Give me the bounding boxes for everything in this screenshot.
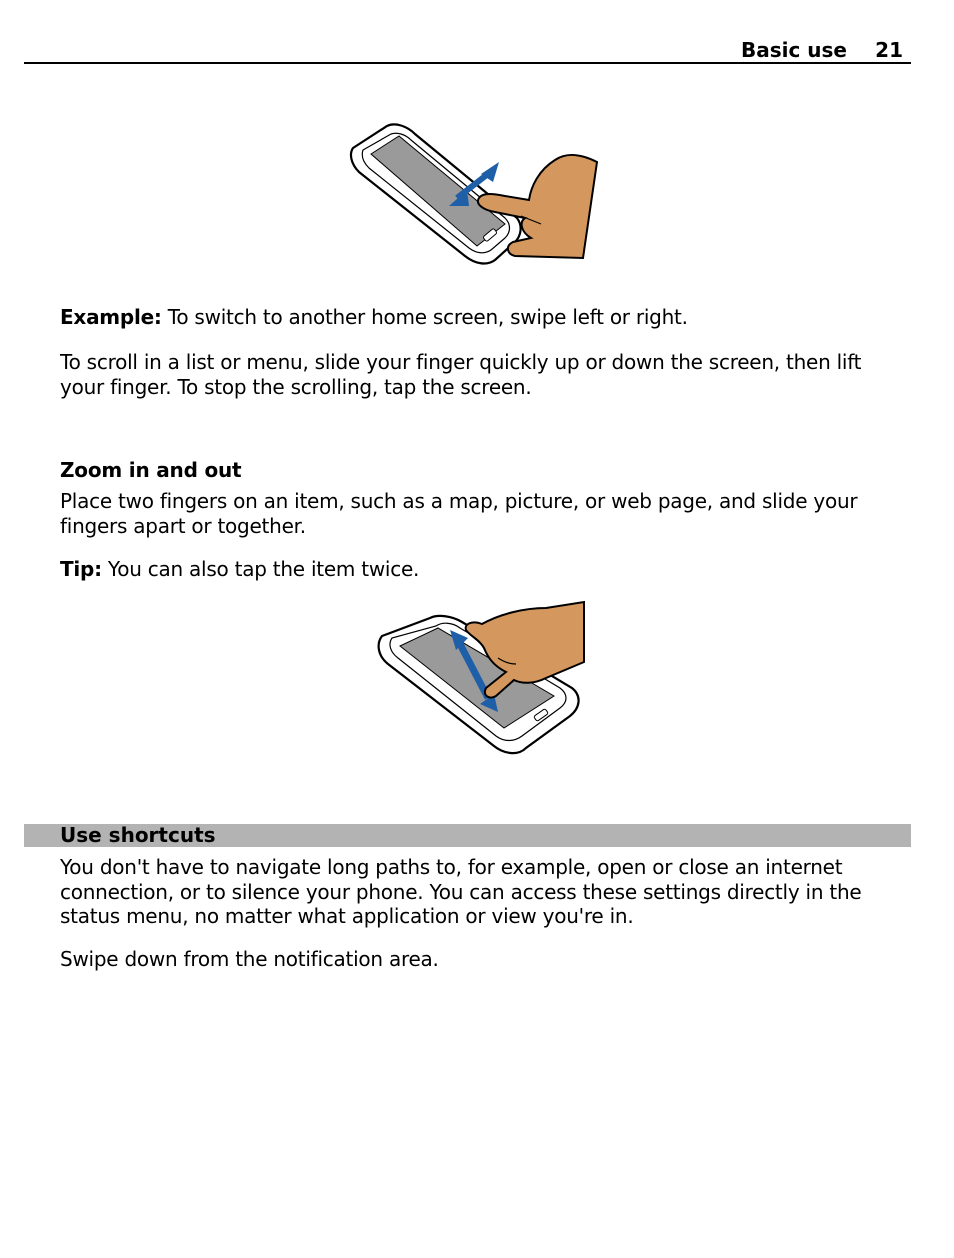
swipe-illustration [345,120,615,268]
tip-label: Tip: [60,557,102,581]
tip-text: You can also tap the item twice. [101,557,420,581]
zoom-heading: Zoom in and out [60,458,242,482]
shortcuts-body-paragraph: You don't have to navigate long paths to, for example, open or close an internet connection, or to silence your phone. You can access these settings directly in the status menu, no matter what application or view you're in. [60,855,862,928]
section-heading-bar [24,824,911,847]
example-text: To switch to another home screen, swipe left or right. [161,305,688,329]
zoom-body-paragraph: Place two fingers on an item, such as a map, picture, or web page, and slide your fingers apart or together. [60,489,858,538]
header-section-title: Basic use [740,38,847,62]
shortcuts-heading: Use shortcuts [60,823,216,847]
scroll-paragraph: To scroll in a list or menu, slide your finger quickly up or down the screen, then lift your finger. To stop the scrolling, tap the screen. [60,350,862,399]
pinch-zoom-illustration [374,600,589,760]
shortcuts-instruction-paragraph: Swipe down from the notification area. [60,947,439,971]
page-header [24,36,911,64]
page-number: 21 [875,38,903,62]
example-label: Example: [60,305,162,329]
tip-paragraph [60,557,900,582]
swipe-example-paragraph [60,305,900,330]
